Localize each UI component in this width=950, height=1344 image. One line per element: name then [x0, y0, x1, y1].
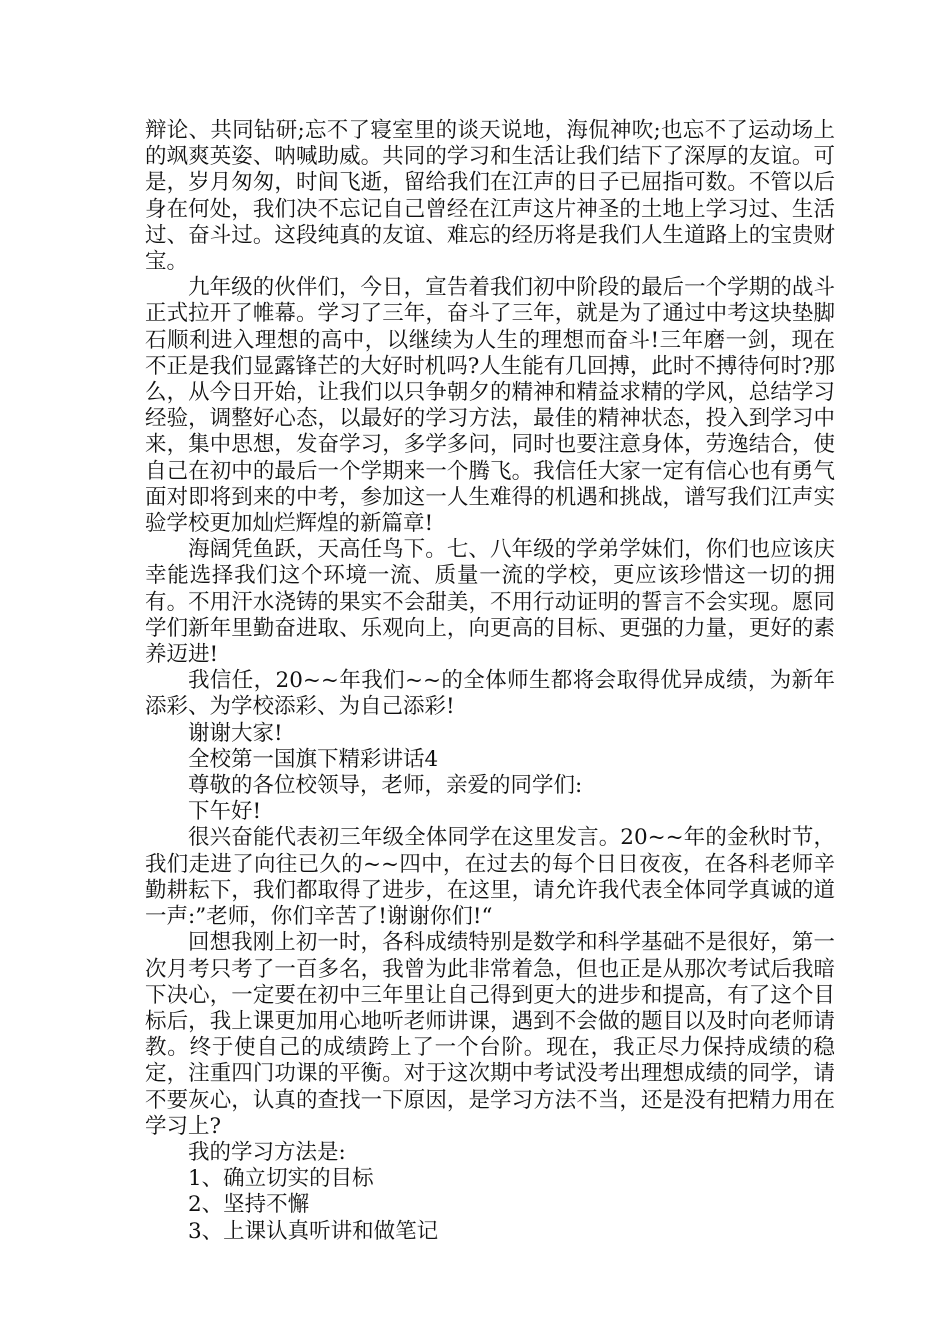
list-item: 1、确立切实的目标: [188, 1166, 374, 1192]
paragraph-continuation: 辩论、共同钻研;忘不了寝室里的谈天说地，海侃神吹;也忘不了运动场上的飒爽英姿、呐喊助威。共同的学习和生活让我们结下了深厚的友谊。可是，岁月匆匆，时间飞逝，留给我们在江声的日子已屈指可数。不管以后身在何处，我们决不忘记自己曾经在江声这片神圣的土地上学习过、生活过、奋斗过。这段纯真的友谊、难忘的经历将是我们人生道路上的宝贵财宝。: [145, 118, 835, 275]
paragraph-recollection: 回想我刚上初一时，各科成绩特别是数学和科学基础不是很好，第一次月考只考了一百多名，我曾为此非常着急，但也正是从那次考试后我暗下决心，一定要在初中三年里让自己得到更大的进步和提高，有了这个目标后，我上课更加用心地听老师讲课，遇到不会做的题目以及时向老师请教。终于使自己的成绩跨上了一个台阶。现在，我正尽力保持成绩的稳定，注重四门功课的平衡。对于这次期中考试没考出理想成绩的同学，请不要灰心，认真的查找一下原因，是学习方法不当，还是没有把精力用在学习上?: [145, 930, 835, 1139]
paragraph-ninth-grade: 九年级的伙伴们，今日，宣告着我们初中阶段的最后一个学期的战斗正式拉开了帷幕。学习了三年，奋斗了三年，就是为了通过中考这块垫脚石顺利进入理想的高中，以继续为人生的理想而奋斗!三年磨一剑，现在不正是我们显露锋芒的大好时机吗?人生能有几回搏，此时不搏待何时?那么，从今日开始，让我们以只争朝夕的精神和精益求精的学风，总结学习经验，调整好心态，以最好的学习方法，最佳的精神状态，投入到学习中来，集中思想，发奋学习，多学多问，同时也要注意身体，劳逸结合，使自己在初中的最后一个学期来一个腾飞。我信任大家一定有信心也有勇气面对即将到来的中考，参加这一人生难得的机遇和挑战，谱写我们江声实验学校更加灿烂辉煌的新篇章!: [145, 275, 835, 537]
paragraph-thanks: 谢谢大家!: [188, 720, 283, 746]
document-body: [145, 118, 835, 1245]
paragraph-greeting: 下午好!: [188, 799, 262, 825]
paragraph-belief: 我信任，20~~年我们~~的全体师生都将会取得优异成绩，为新年添彩、为学校添彩、为自己添彩!: [145, 668, 835, 720]
paragraph-juniors: 海阔凭鱼跃，天高任鸟下。七、八年级的学弟学妹们，你们也应该庆幸能选择我们这个环境一流、质量一流的学校，更应该珍惜这一切的拥有。不用汗水浇铸的果实不会甜美，不用行动证明的誓言不会实现。愿同学们新年里勤奋进取、乐观向上，向更高的目标、更强的力量，更好的素养迈进!: [145, 537, 835, 668]
paragraph-salutation: 尊敬的各位校领导，老师，亲爱的同学们:: [188, 773, 583, 799]
paragraph-methods-heading: 我的学习方法是:: [188, 1139, 346, 1165]
list-item: 3、上课认真听讲和做笔记: [188, 1218, 439, 1244]
paragraph-intro: 很兴奋能代表初三年级全体同学在这里发言。20~~年的金秋时节，我们走进了向往已久的~~四中，在过去的每个日日夜夜，在各科老师辛勤耕耘下，我们都取得了进步，在这里，请允许我代表全体同学真诚的道一声:”老师，你们辛苦了!谢谢你们!“: [145, 825, 835, 930]
section-title: 全校第一国旗下精彩讲话4: [188, 746, 439, 772]
list-item: 2、坚持不懈: [188, 1192, 310, 1218]
